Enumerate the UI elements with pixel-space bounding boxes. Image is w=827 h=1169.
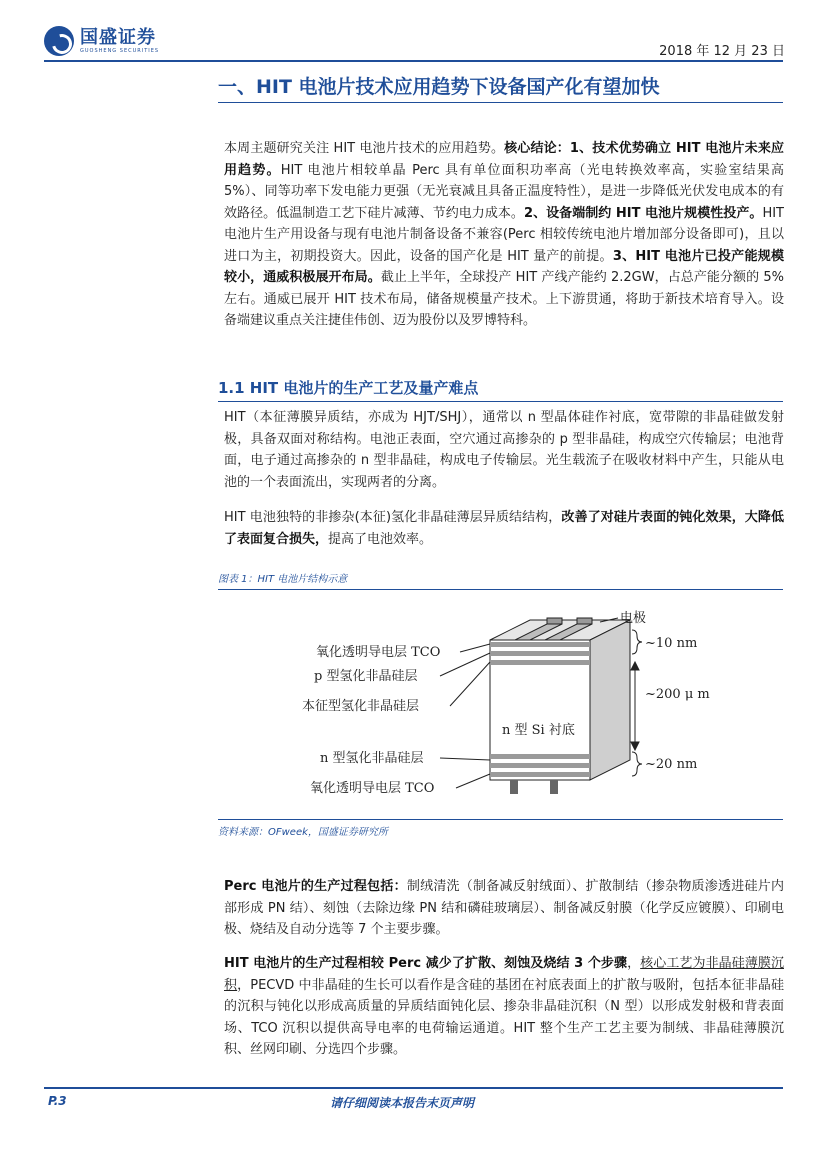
figure-bottom-rule — [218, 819, 783, 820]
label-p-layer: p 型氢化非晶硅层 — [314, 669, 418, 684]
figure-source: 资料来源：OFweek，国盛证券研究所 — [218, 827, 388, 838]
label-tco-bottom: 氧化透明导电层 TCO — [310, 781, 435, 796]
structure-text-end: 提高了电池效率。 — [328, 531, 433, 547]
label-electrode: 电极 — [620, 611, 647, 626]
hit-structure-paragraph — [224, 507, 784, 550]
figure-top-rule — [218, 589, 783, 590]
section-title-underline — [218, 102, 783, 103]
page-number: P.3 — [48, 1094, 67, 1108]
structure-text: HIT 电池独特的非掺杂(本征)氢化非晶硅薄层异质结结构， — [224, 510, 562, 525]
summary-paragraph — [224, 138, 784, 332]
summary-key-1: 核心结论：1、技术优势确立 HIT 电池片未来应用趋势。 — [224, 141, 784, 178]
summary-key-2: 2、设备端制约 HIT 电池片规模性投产。 — [523, 205, 763, 221]
footer-divider — [44, 1087, 783, 1089]
summary-text-3: HIT 电池片生产用设备与现有电池片制备设备不兼容(Perc 相较传统电池片增加部分设备即可)，且以进口为主，初期投资大。因此，设备的国产化是 HIT 量产的前提。 — [224, 205, 784, 264]
label-dim-200um: ~200 μ m — [645, 687, 710, 702]
summary-text-4: 截止上半年，全球投产 HIT 产线产能约 2.2GW，占总产能分额的 5%左右。通威已展开 HIT 技术布局，储备规模量产技术。上下游贯通，将助于新技术培育导入。设备端建议重点关注捷佳伟创、迈为股份以及罗博特科。 — [224, 270, 784, 328]
structure-key: 改善了对硅片表面的钝化效果，大降低了表面复合损失， — [224, 510, 784, 547]
label-substrate: n 型 Si 衬底 — [502, 723, 575, 738]
logo-text: 国盛证券 — [80, 27, 156, 48]
footer-disclaimer: 请仔细阅读本报告末页声明 — [330, 1096, 475, 1110]
perc-paragraph — [224, 876, 784, 941]
label-intrinsic: 本征型氢化非晶硅层 — [302, 699, 420, 714]
logo-icon — [44, 26, 74, 56]
report-date: 2018 年 12 月 23 日 — [659, 44, 785, 59]
hit-process-text: ，PECVD 中非晶硅的生长可以看作是含硅的基团在衬底表面上的扩散与吸附，包括本征非晶硅的沉积与钝化以形成高质量的异质结面钝化层、掺杂非晶硅沉积（N 型）以形成发射极和背表面场、TCO 沉积以提供高导电率的电荷输运通道。HIT 整个生产工艺主要为制绒、非晶硅薄膜沉积、丝网印刷、分选四个步骤。 — [224, 977, 784, 1057]
figure-title: 图表 1：HIT 电池片结构示意 — [218, 574, 348, 585]
hit-process-lead: HIT 电池片的生产过程相较 Perc 减少了扩散、刻蚀及烧结 3 个步骤 — [224, 956, 628, 971]
subsection-underline — [218, 401, 783, 402]
label-n-layer: n 型氢化非晶硅层 — [320, 751, 424, 766]
perc-text: 制绒清洗（制备减反射绒面）、扩散制结（掺杂物质渗透进硅片内部形成 PN 结）、刻蚀（去除边缘 PN 结和磷硅玻璃层）、制备减反射膜（化学反应镀膜）、印刷电极、烧结及自动分选等 7 个主要步骤。 — [224, 879, 784, 937]
hit-core-process: 核心工艺为非晶硅薄膜沉积 — [224, 956, 784, 993]
hit-intro-paragraph: HIT（本征薄膜异质结，亦成为 HJT/SHJ），通常以 n 型晶体硅作衬底，宽带隙的非晶硅做发射极，具备双面对称结构。电池正表面，空穴通过高掺杂的 p 型非晶硅，构成空穴传输层；电池背面，电子通过高掺杂的 n 型非晶硅，构成电子传输层。光生载流子在吸收材料中产生，只能从电池的一个表面流出，实现两者的分离。 — [224, 410, 784, 490]
perc-lead: Perc 电池片的生产过程包括： — [224, 879, 407, 894]
hit-process-sep: ， — [627, 956, 641, 971]
logo-subtext: GUOSHENG SECURITIES — [80, 48, 160, 54]
hit-process-paragraph — [224, 953, 784, 1061]
summary-text-1: 本周主题研究关注 HIT 电池片技术的应用趋势。 — [224, 141, 505, 156]
company-logo — [44, 26, 159, 56]
label-dim-20nm: ~20 nm — [645, 757, 698, 772]
subsection-title: 1.1 HIT 电池片的生产工艺及量产难点 — [218, 379, 479, 397]
summary-text-2: HIT 电池片相较单晶 Perc 具有单位面积功率高（光电转换效率高，实验室结果高 5%）、同等功率下发电能力更强（无光衰减且具备正温度特性），是进一步降低光伏发电成本的有效路径。低温制造工艺下硅片减薄、节约电力成本。 — [224, 162, 784, 221]
header-divider — [44, 60, 783, 62]
label-dim-10nm: ~10 nm — [645, 636, 698, 651]
label-tco-top: 氧化透明导电层 TCO — [316, 645, 441, 660]
summary-key-3: 3、HIT 电池片已投产能规模较小，通威积极展开布局。 — [224, 248, 784, 285]
hit-structure-diagram — [300, 600, 720, 819]
section-title: 一、HIT 电池片技术应用趋势下设备国产化有望加快 — [218, 76, 660, 98]
